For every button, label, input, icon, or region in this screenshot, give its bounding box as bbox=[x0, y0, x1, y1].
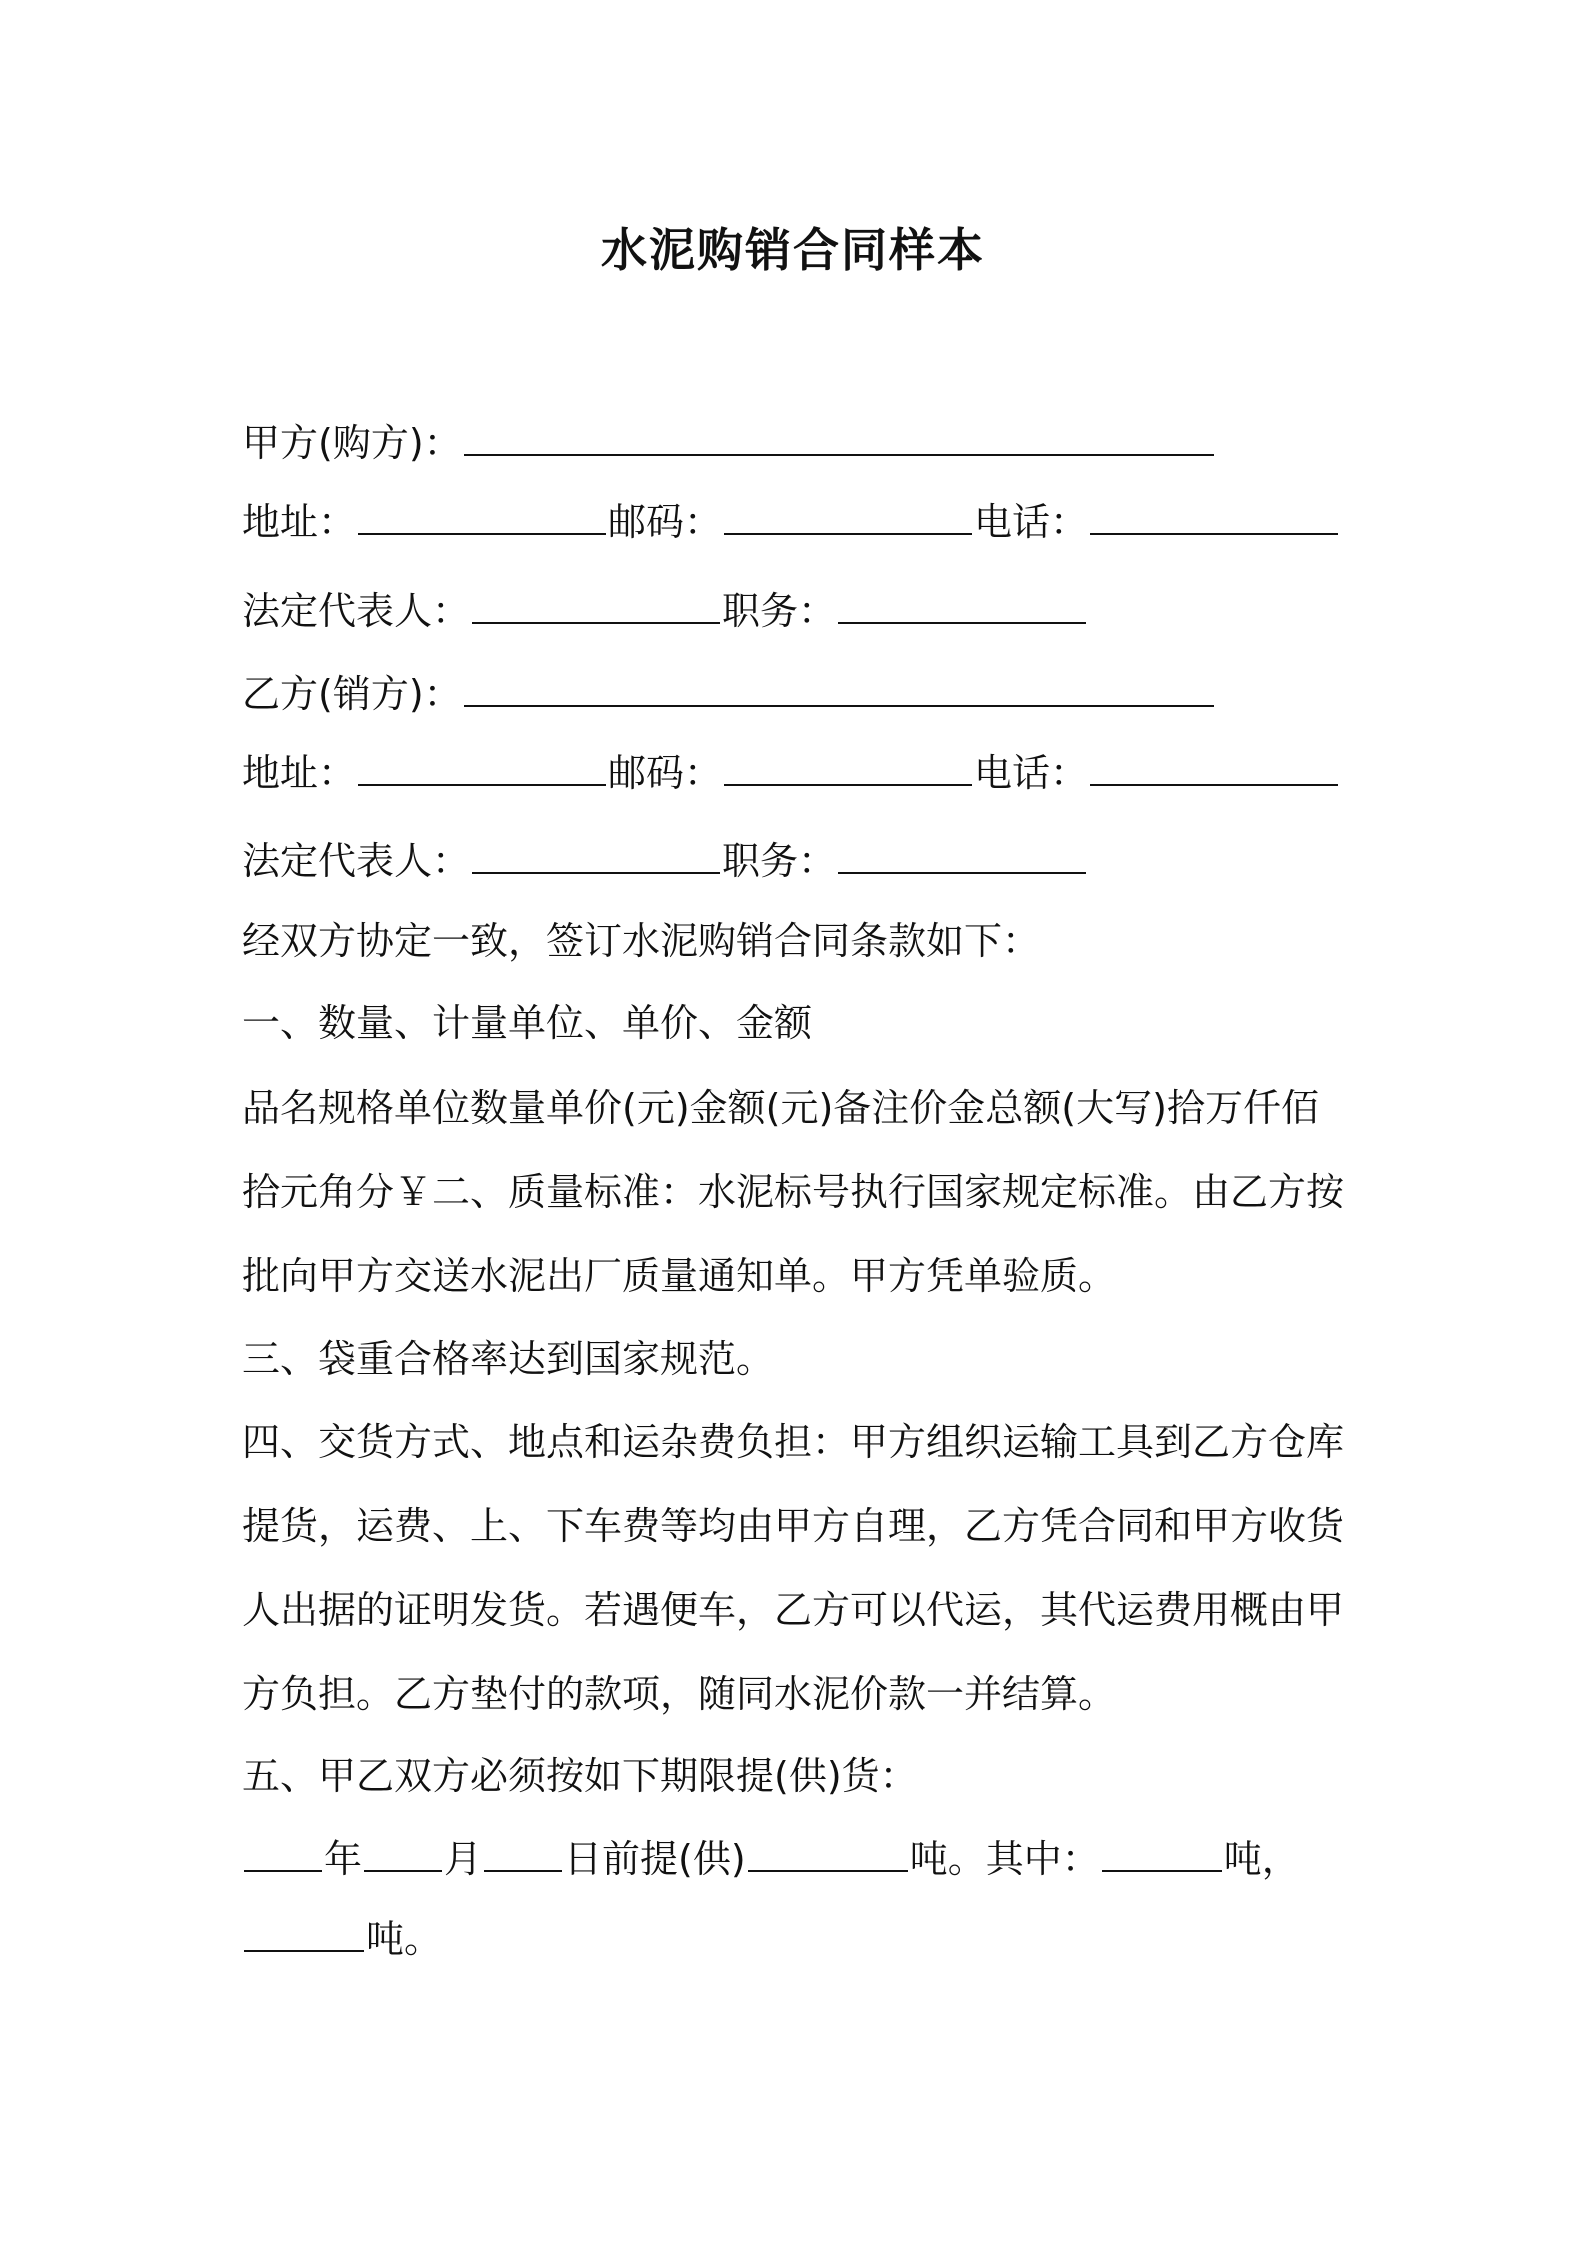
party-b-rep-row bbox=[242, 839, 1088, 883]
party-a-phone-label: 电话： bbox=[974, 500, 1089, 544]
party-a-rep-label: 法定代表人： bbox=[242, 589, 471, 633]
schedule-ton3-label: 吨。 bbox=[366, 1917, 443, 1961]
schedule-part2-ton-blank[interactable] bbox=[244, 1920, 364, 1952]
schedule-year-blank[interactable] bbox=[244, 1840, 322, 1872]
schedule-year-label: 年 bbox=[324, 1837, 363, 1881]
section-4-body: 四、交货方式、地点和运杂费负担：甲方组织运输工具到乙方仓库提货，运费、上、下车费等均由甲方自理，乙方凭合同和甲方收货人出据的证明发货。若遇便车，乙方可以代运，其代运费用概由甲方负担。乙方垫付的款项，随同水泥价款一并结算。 bbox=[242, 1420, 1345, 1716]
party-b-heading: 乙方(销方)： bbox=[242, 672, 462, 716]
party-b-name-blank[interactable] bbox=[464, 675, 1214, 707]
party-b-postcode-blank[interactable] bbox=[724, 754, 972, 786]
section-5-heading: 五、甲乙双方必须按如下期限提(供)货： bbox=[242, 1754, 918, 1798]
party-b-phone-label: 电话： bbox=[974, 751, 1089, 795]
party-b-position-label: 职务： bbox=[722, 839, 837, 883]
party-a-rep-row bbox=[242, 589, 1088, 633]
schedule-ton1-label: 吨。其中： bbox=[909, 1837, 1100, 1881]
party-a-address-blank[interactable] bbox=[358, 503, 606, 535]
party-a-rep-blank[interactable] bbox=[472, 592, 720, 624]
document-title: 水泥购销合同样本 bbox=[601, 223, 985, 277]
party-b-name-row bbox=[242, 672, 1216, 716]
party-b-postcode-label: 邮码： bbox=[608, 751, 723, 795]
party-a-phone-blank[interactable] bbox=[1090, 503, 1338, 535]
party-b-phone-blank[interactable] bbox=[1090, 754, 1338, 786]
party-a-position-label: 职务： bbox=[722, 589, 837, 633]
party-a-name-blank[interactable] bbox=[464, 424, 1214, 456]
section-1-heading: 一、数量、计量单位、单价、金额 bbox=[242, 1001, 813, 1045]
party-a-postcode-blank[interactable] bbox=[724, 503, 972, 535]
party-b-address-blank[interactable] bbox=[358, 754, 606, 786]
delivery-schedule-row-2 bbox=[242, 1917, 443, 1961]
schedule-month-label: 月 bbox=[444, 1837, 483, 1881]
party-b-address-label: 地址： bbox=[242, 751, 357, 795]
party-a-name-row bbox=[242, 421, 1216, 465]
party-b-contact-row bbox=[242, 751, 1340, 795]
schedule-part1-ton-blank[interactable] bbox=[1102, 1840, 1222, 1872]
schedule-month-blank[interactable] bbox=[364, 1840, 442, 1872]
party-b-rep-label: 法定代表人： bbox=[242, 839, 471, 883]
schedule-ton2-label: 吨， bbox=[1223, 1837, 1300, 1881]
party-a-contact-row bbox=[242, 500, 1340, 544]
section-1-2-body: 品名规格单位数量单价(元)金额(元)备注价金总额(大写)拾万仟佰拾元角分￥二、质量标准：水泥标号执行国家规定标准。由乙方按批向甲方交送水泥出厂质量通知单。甲方凭单验质。 bbox=[242, 1086, 1345, 1298]
schedule-day-blank[interactable] bbox=[484, 1840, 562, 1872]
contract-intro: 经双方协定一致，签订水泥购销合同条款如下： bbox=[242, 919, 1041, 963]
schedule-total-ton-blank[interactable] bbox=[748, 1840, 908, 1872]
party-a-postcode-label: 邮码： bbox=[608, 500, 723, 544]
party-a-address-label: 地址： bbox=[242, 500, 357, 544]
party-a-heading: 甲方(购方)： bbox=[242, 421, 462, 465]
delivery-schedule-row bbox=[242, 1837, 1300, 1881]
party-b-position-blank[interactable] bbox=[838, 842, 1086, 874]
section-3: 三、袋重合格率达到国家规范。 bbox=[242, 1337, 775, 1381]
party-a-position-blank[interactable] bbox=[838, 592, 1086, 624]
party-b-rep-blank[interactable] bbox=[472, 842, 720, 874]
schedule-day-label: 日前提(供) bbox=[564, 1837, 746, 1881]
